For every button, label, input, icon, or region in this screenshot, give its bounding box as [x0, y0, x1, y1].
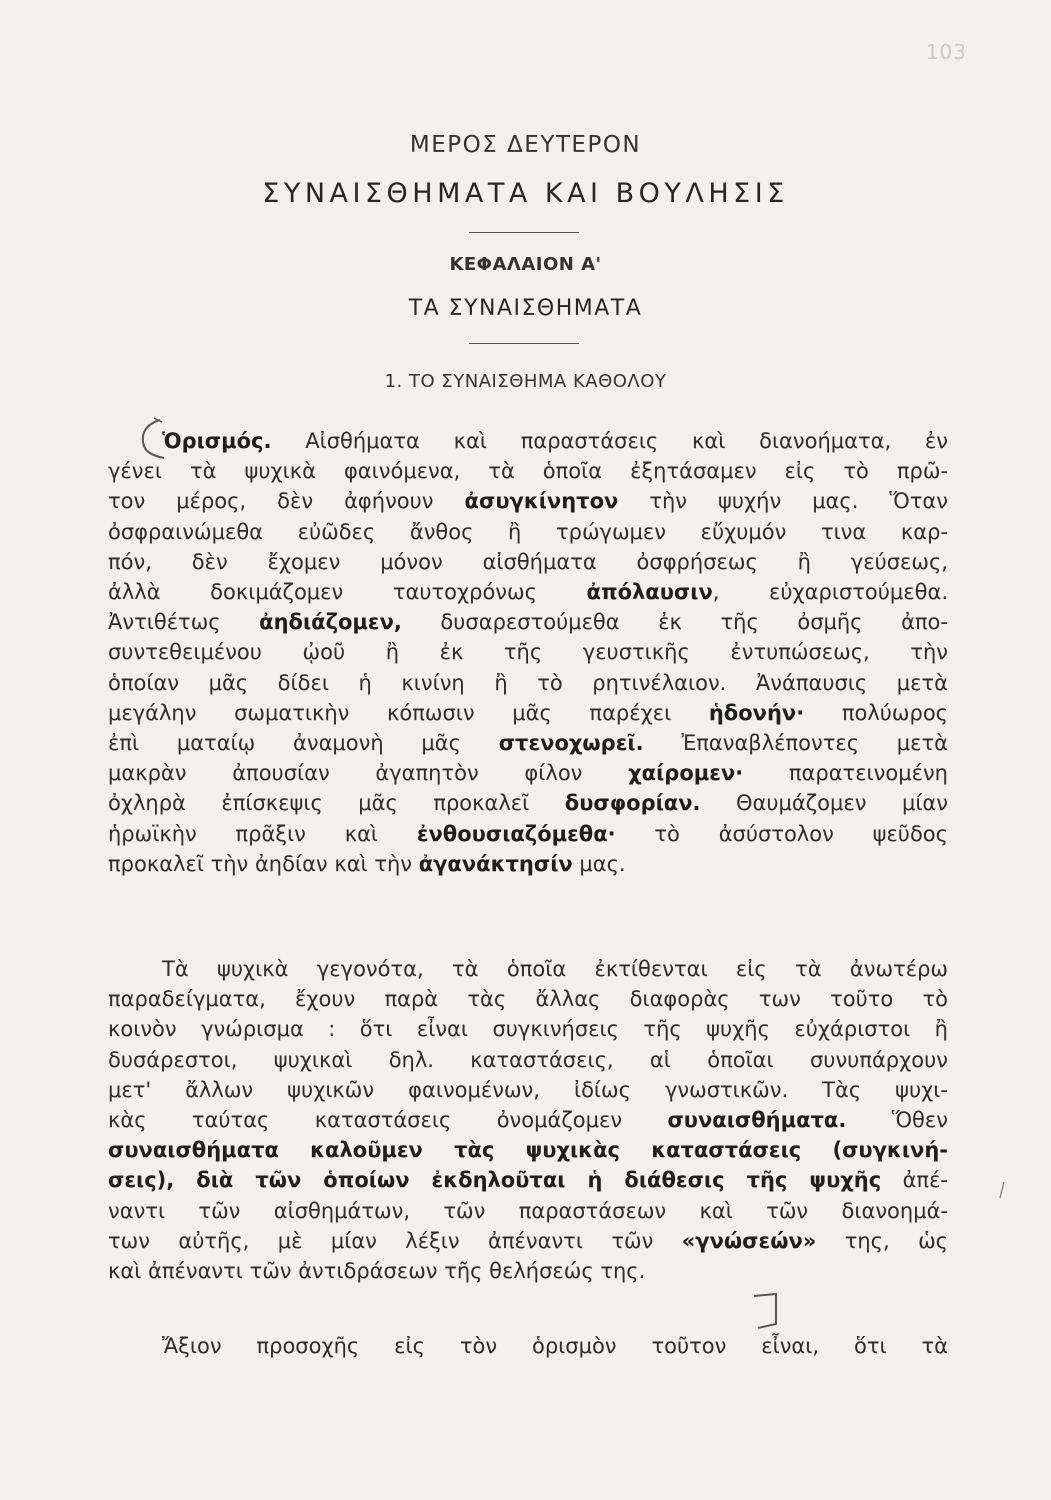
text-line: μεγάλην σωματικὴν κόπωσιν μᾶς παρέχει ἡδονήν· πολύωρος [108, 700, 948, 725]
text-line: ἡρωϊκὴν πρᾶξιν καὶ ἐνθουσιαζόμεθα· τὸ ἀσύστολον ψεῦδος [108, 821, 948, 846]
text-line: δυσάρεστοι, ψυχικαὶ δηλ. καταστάσεις, αἱ ὁποῖαι συνυπάρχουν [108, 1047, 948, 1072]
main-title: ΣΥΝΑΙΣΘΗΜΑΤΑ ΚΑΙ ΒΟΥΛΗΣΙΣ [262, 178, 789, 209]
part-title: ΜΕΡΟΣ ΔΕΥΤΕΡΟΝ [409, 132, 642, 158]
paragraph-emotions [108, 954, 948, 1286]
text-line: Ὁρισμός. Αἰσθήματα καὶ παραστάσεις καὶ διανοήματα, ἐν [162, 429, 948, 453]
text-line: καὶ ἀπέναντι τῶν ἀντιδράσεων τῆς θελήσεώς της. [108, 1259, 646, 1284]
text-line: Τὰ ψυχικὰ γεγονότα, τὰ ὁποῖα ἐκτίθενται εἰς τὰ ἀνωτέρω [162, 957, 948, 981]
text-line: ἀλλὰ δοκιμάζομεν ταυτοχρόνως ἀπόλαυσιν, εὐχαριστούμεθα. [108, 580, 948, 605]
text-line: μετ' ἄλλων ψυχικῶν φαινομένων, ἰδίως γνωστικῶν. Τὰς ψυχι- [108, 1077, 948, 1102]
text-line: ὁποίαν μᾶς δίδει ἡ κινίνη ἢ τὸ ρητινέλαιον. Ἀνάπαυσις μετὰ [108, 670, 948, 695]
handwritten-close-bracket-icon [748, 1290, 782, 1334]
text-line: τον μέρος, δὲν ἀφήνουν ἀσυγκίνητον τὴν ψυχήν μας. Ὅταν [108, 489, 948, 514]
text-line: Ἀντιθέτως ἀηδιάζομεν, δυσαρεστούμεθα ἐκ τῆς ὀσμῆς ἀπο- [108, 610, 948, 635]
text-line: των αὐτῆς, μὲ μίαν λέξιν ἀπέναντι τῶν «γνώσεών» της, ὡς [108, 1228, 948, 1253]
text-line: γένει τὰ ψυχικὰ φαινόμενα, τὰ ὁποῖα ἐξητάσαμεν εἰς τὸ πρῶ- [108, 459, 948, 484]
paragraph-continuation [108, 1331, 948, 1361]
text-line: ἐπὶ ματαίῳ ἀναμονὴ μᾶς στενοχωρεῖ. Ἐπαναβλέποντες μετὰ [108, 731, 948, 756]
chapter-title: ΤΑ ΣΥΝΑΙΣΘΗΜΑΤΑ [408, 296, 643, 321]
pencil-mark-icon [998, 1180, 1006, 1200]
text-line: ὀσφραινώμεθα εὐῶδες ἄνθος ἢ τρώγωμεν εὔχυμόν τινα καρ- [108, 519, 948, 544]
text-line: κοινὸν γνώρισμα : ὅτι εἶναι συγκινήσεις τῆς ψυχῆς εὐχάριστοι ἢ [108, 1017, 948, 1042]
text-line: συντεθειμένου ᾠοῦ ἢ ἐκ τῆς γευστικῆς ἐντυπώσεως, τὴν [108, 640, 948, 665]
text-line: σεις), διὰ τῶν ὁποίων ἐκδηλοῦται ἡ διάθεσις τῆς ψυχῆς ἀπέ- [108, 1168, 948, 1193]
text-line: κὰς ταύτας καταστάσεις ὀνομάζομεν συναισθήματα. Ὅθεν [108, 1108, 948, 1133]
paragraph-definition [108, 426, 948, 879]
text-line: παραδείγματα, ἔχουν παρὰ τὰς ἄλλας διαφορὰς των τοῦτο τὸ [108, 987, 948, 1012]
page-number: 103 [925, 40, 967, 64]
text-line: ναντι τῶν αἰσθημάτων, τῶν παραστάσεων καὶ τῶν διανοημά- [108, 1198, 948, 1223]
text-line: συναισθήματα καλοῦμεν τὰς ψυχικὰς καταστάσεις (συγκινή- [108, 1138, 948, 1163]
text-line: προκαλεῖ τὴν ἀηδίαν καὶ τὴν ἀγανάκτησίν μας. [108, 851, 626, 876]
text-line: Ἄξιον προσοχῆς εἰς τὸν ὁρισμὸν τοῦτον εἶναι, ὅτι τὰ [162, 1334, 948, 1358]
chapter-label: ΚΕΦΑΛΑΙΟΝ Α' [449, 254, 602, 275]
title-divider [469, 232, 579, 233]
text-line: πόν, δὲν ἔχομεν μόνον αἰσθήματα ὀσφρήσεως ἢ γεύσεως, [108, 549, 948, 574]
text-line: ὀχληρὰ ἐπίσκεψις μᾶς προκαλεῖ δυσφορίαν. Θαυμάζομεν μίαν [108, 791, 948, 816]
chapter-divider [469, 343, 579, 344]
section-heading: 1. ΤΟ ΣΥΝΑΙΣΘΗΜΑ ΚΑΘΟΛΟΥ [384, 371, 667, 392]
text-line: μακρὰν ἀπουσίαν ἀγαπητὸν φίλον χαίρομεν· παρατεινομένη [108, 761, 948, 786]
